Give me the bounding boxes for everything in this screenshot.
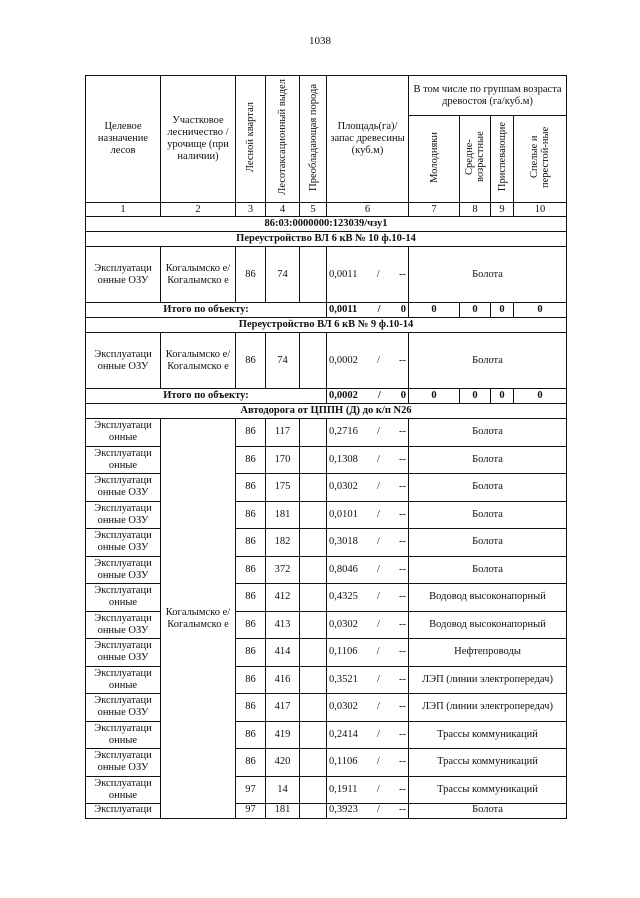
- area-cell: 0,4325 / --: [327, 584, 409, 612]
- note-cell: Болота: [409, 501, 567, 529]
- quarter-cell: 86: [236, 694, 266, 722]
- total-area: 0,0011 / 0: [327, 303, 409, 318]
- species-cell: [300, 804, 327, 819]
- note-cell: Болота: [409, 419, 567, 447]
- header-mature: Спелые и перестой-ные: [514, 116, 567, 203]
- header-district: Участковое лесничество /урочище (при наличии): [161, 76, 236, 203]
- quarter-cell: 86: [236, 419, 266, 447]
- quarter-cell: 86: [236, 501, 266, 529]
- col-number: 7: [409, 203, 460, 217]
- col-number: 6: [327, 203, 409, 217]
- area-cell: 0,0101 / --: [327, 501, 409, 529]
- col-number: 3: [236, 203, 266, 217]
- table-row: [86, 247, 567, 303]
- table-row: [86, 529, 567, 557]
- quarter-cell: 86: [236, 749, 266, 777]
- purpose-cell: Эксплуатаци онные ОЗУ: [86, 611, 161, 639]
- purpose-cell: Эксплуатаци онные: [86, 419, 161, 447]
- species-cell: [300, 474, 327, 502]
- quarter-cell: 86: [236, 556, 266, 584]
- total-label: Итого по объекту:: [86, 389, 327, 404]
- subdivision-cell: 417: [266, 694, 300, 722]
- quarter-cell: 86: [236, 611, 266, 639]
- col-number: 5: [300, 203, 327, 217]
- area-cell: 0,1106 / --: [327, 639, 409, 667]
- note-cell: ЛЭП (линии электропередач): [409, 694, 567, 722]
- species-cell: [300, 419, 327, 447]
- header-maturing: Приспевающие: [491, 116, 514, 203]
- table-row: [86, 611, 567, 639]
- table-row: [86, 776, 567, 804]
- header-middle: Средне-возрастные: [460, 116, 491, 203]
- col-number: 2: [161, 203, 236, 217]
- table-row: [86, 419, 567, 447]
- subdivision-cell: 416: [266, 666, 300, 694]
- total-maturing: 0: [491, 389, 514, 404]
- object-title: Переустройство ВЛ 6 кВ № 10 ф.10-14: [86, 232, 567, 247]
- subdivision-cell: 414: [266, 639, 300, 667]
- object-title: Автодорога от ЦППН (Д) до к/п N26: [86, 404, 567, 419]
- purpose-cell: Эксплуатаци онные ОЗУ: [86, 247, 161, 303]
- header-area: Площадь(га)/ запас древесины (куб.м): [327, 76, 409, 203]
- species-cell: [300, 776, 327, 804]
- note-cell: Болота: [409, 529, 567, 557]
- col-number: 9: [491, 203, 514, 217]
- purpose-cell: Эксплуатаци онные ОЗУ: [86, 474, 161, 502]
- header-species: Преобладающая порода: [300, 76, 327, 203]
- district-cell: Когалымско е/ Когалымско е: [161, 333, 236, 389]
- purpose-cell: Эксплуатаци онные ОЗУ: [86, 639, 161, 667]
- purpose-cell: Эксплуатаци онные: [86, 776, 161, 804]
- table-row: [86, 639, 567, 667]
- note-cell: Болота: [409, 804, 567, 819]
- note-cell: Болота: [409, 247, 567, 303]
- purpose-cell: Эксплуатаци онные ОЗУ: [86, 556, 161, 584]
- subdivision-cell: 175: [266, 474, 300, 502]
- purpose-cell: Эксплуатаци онные: [86, 666, 161, 694]
- area-cell: 0,3018 / --: [327, 529, 409, 557]
- note-cell: Трассы коммуникаций: [409, 776, 567, 804]
- subdivision-cell: 372: [266, 556, 300, 584]
- note-cell: Нефтепроводы: [409, 639, 567, 667]
- note-cell: Болота: [409, 446, 567, 474]
- col-number: 10: [514, 203, 567, 217]
- area-cell: 0,1106 / --: [327, 749, 409, 777]
- header-subdivision: Лесотаксационный выдел: [266, 76, 300, 203]
- purpose-cell: Эксплуатаци онные ОЗУ: [86, 529, 161, 557]
- purpose-cell: Эксплуатаци онные: [86, 446, 161, 474]
- table-row: [86, 749, 567, 777]
- area-cell: 0,0302 / --: [327, 474, 409, 502]
- header-age-group: В том числе по группам возраста древостоя (га/куб.м): [409, 76, 567, 116]
- species-cell: [300, 694, 327, 722]
- subdivision-cell: 412: [266, 584, 300, 612]
- table-row: [86, 804, 567, 819]
- area-cell: 0,8046 / --: [327, 556, 409, 584]
- table-row: [86, 666, 567, 694]
- subdivision-cell: 419: [266, 721, 300, 749]
- total-young: 0: [409, 389, 460, 404]
- quarter-cell: 97: [236, 776, 266, 804]
- object-title: Переустройство ВЛ 6 кВ № 9 ф.10-14: [86, 318, 567, 333]
- purpose-cell: Эксплуатаци: [86, 804, 161, 819]
- subdivision-cell: 413: [266, 611, 300, 639]
- total-row: [86, 389, 567, 404]
- purpose-cell: Эксплуатаци онные: [86, 721, 161, 749]
- note-cell: Болота: [409, 556, 567, 584]
- total-mature: 0: [514, 389, 567, 404]
- cadastral-number: 86:03:0000000:123039/чзу1: [86, 217, 567, 232]
- page-number: 1038: [309, 35, 331, 47]
- quarter-cell: 86: [236, 639, 266, 667]
- quarter-cell: 86: [236, 446, 266, 474]
- quarter-cell: 86: [236, 333, 266, 389]
- table-row: [86, 584, 567, 612]
- species-cell: [300, 556, 327, 584]
- area-cell: 0,1308 / --: [327, 446, 409, 474]
- column-number-row: [86, 203, 567, 217]
- total-row: [86, 303, 567, 318]
- area-cell: 0,0002 / --: [327, 333, 409, 389]
- col-number: 4: [266, 203, 300, 217]
- purpose-cell: Эксплуатаци онные ОЗУ: [86, 333, 161, 389]
- subdivision-cell: 181: [266, 804, 300, 819]
- quarter-cell: 86: [236, 584, 266, 612]
- subdivision-cell: 181: [266, 501, 300, 529]
- total-middle: 0: [460, 389, 491, 404]
- quarter-cell: 86: [236, 666, 266, 694]
- header-quarter: Лесной квартал: [236, 76, 266, 203]
- area-cell: 0,0302 / --: [327, 694, 409, 722]
- table-row: [86, 501, 567, 529]
- total-area: 0,0002 / 0: [327, 389, 409, 404]
- col-number: 1: [86, 203, 161, 217]
- area-cell: 0,0011 / --: [327, 247, 409, 303]
- purpose-cell: Эксплуатаци онные: [86, 584, 161, 612]
- district-cell: Когалымско е/ Когалымско е: [161, 419, 236, 819]
- species-cell: [300, 501, 327, 529]
- area-cell: 0,1911 / --: [327, 776, 409, 804]
- note-cell: Болота: [409, 474, 567, 502]
- quarter-cell: 86: [236, 721, 266, 749]
- species-cell: [300, 529, 327, 557]
- subdivision-cell: 182: [266, 529, 300, 557]
- purpose-cell: Эксплуатаци онные ОЗУ: [86, 501, 161, 529]
- area-cell: 0,3923 / --: [327, 804, 409, 819]
- subdivision-cell: 14: [266, 776, 300, 804]
- subdivision-cell: 117: [266, 419, 300, 447]
- species-cell: [300, 666, 327, 694]
- quarter-cell: 97: [236, 804, 266, 819]
- table-row: [86, 333, 567, 389]
- table-row: [86, 474, 567, 502]
- species-cell: [300, 333, 327, 389]
- subdivision-cell: 170: [266, 446, 300, 474]
- subdivision-cell: 74: [266, 333, 300, 389]
- note-cell: Трассы коммуникаций: [409, 749, 567, 777]
- quarter-cell: 86: [236, 529, 266, 557]
- total-young: 0: [409, 303, 460, 318]
- note-cell: Болота: [409, 333, 567, 389]
- area-cell: 0,2414 / --: [327, 721, 409, 749]
- note-cell: Водовод высоконапорный: [409, 584, 567, 612]
- header-purpose: Целевое назначение лесов: [86, 76, 161, 203]
- note-cell: ЛЭП (линии электропередач): [409, 666, 567, 694]
- note-cell: Водовод высоконапорный: [409, 611, 567, 639]
- table-row: [86, 446, 567, 474]
- species-cell: [300, 721, 327, 749]
- species-cell: [300, 639, 327, 667]
- purpose-cell: Эксплуатаци онные ОЗУ: [86, 694, 161, 722]
- subdivision-cell: 420: [266, 749, 300, 777]
- species-cell: [300, 584, 327, 612]
- subdivision-cell: 74: [266, 247, 300, 303]
- table-row: [86, 694, 567, 722]
- area-cell: 0,3521 / --: [327, 666, 409, 694]
- area-cell: 0,0302 / --: [327, 611, 409, 639]
- purpose-cell: Эксплуатаци онные ОЗУ: [86, 749, 161, 777]
- quarter-cell: 86: [236, 247, 266, 303]
- quarter-cell: 86: [236, 474, 266, 502]
- table-row: [86, 721, 567, 749]
- total-middle: 0: [460, 303, 491, 318]
- header-young: Молодняки: [409, 116, 460, 203]
- total-label: Итого по объекту:: [86, 303, 327, 318]
- species-cell: [300, 247, 327, 303]
- species-cell: [300, 446, 327, 474]
- district-cell: Когалымско е/ Когалымско е: [161, 247, 236, 303]
- species-cell: [300, 611, 327, 639]
- note-cell: Трассы коммуникаций: [409, 721, 567, 749]
- species-cell: [300, 749, 327, 777]
- table-row: [86, 556, 567, 584]
- area-cell: 0,2716 / --: [327, 419, 409, 447]
- total-maturing: 0: [491, 303, 514, 318]
- total-mature: 0: [514, 303, 567, 318]
- forest-table: [85, 75, 567, 819]
- col-number: 8: [460, 203, 491, 217]
